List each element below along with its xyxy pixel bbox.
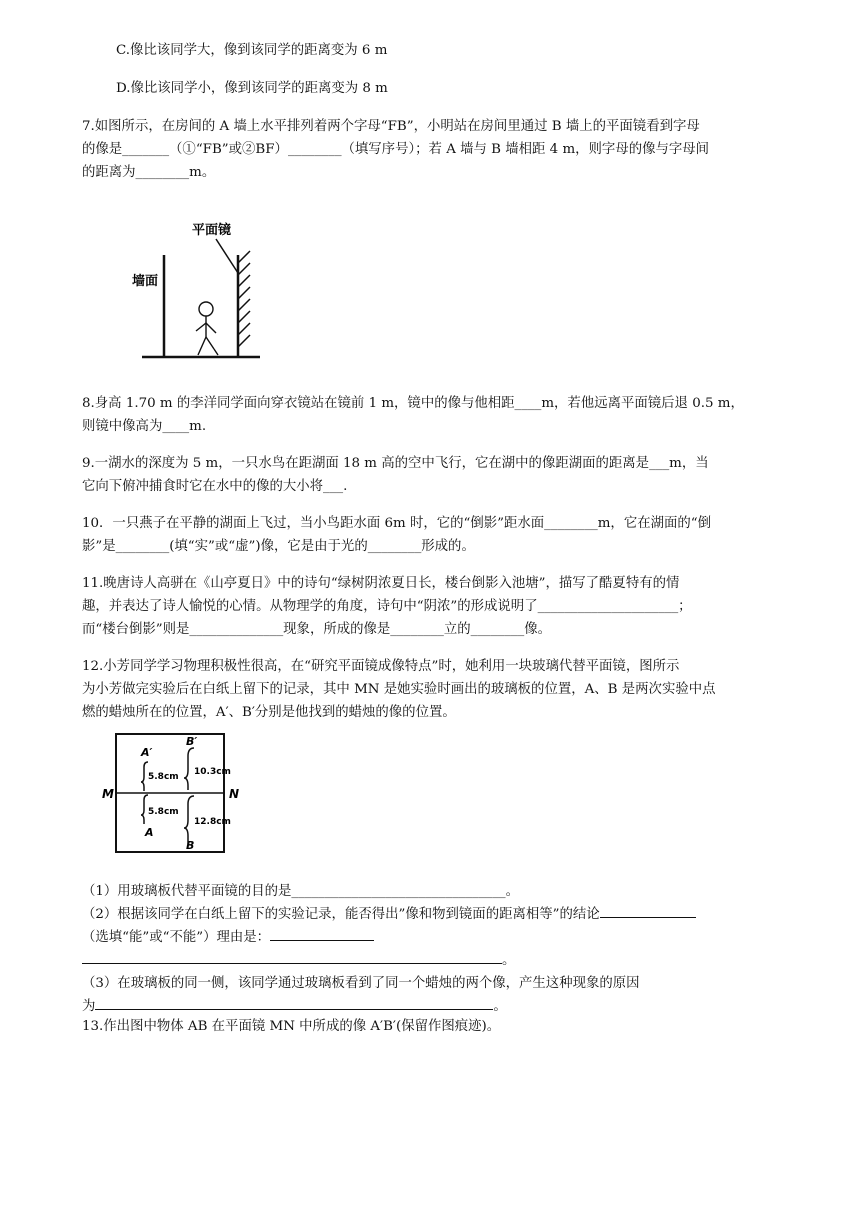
option-d: D.像比该同学小，像到该同学的距离变为 8 m bbox=[116, 81, 388, 96]
question-7-line-1: 7.如图所示，在房间的 A 墙上水平排列着两个字母“FB”，小明站在房间里通过 B 墙上的平面镜看到字母 bbox=[82, 119, 700, 134]
question-10-line-1: 10．一只燕子在平静的湖面上飞过，当小鸟距水面 6m 时，它的“倒影”距水面________m，它在湖面的“倒 bbox=[82, 516, 712, 531]
question-9-line-1: 9.一湖水的深度为 5 m，一只水鸟在距湖面 18 m 高的空中飞行，它在湖中的像距湖面的距离是___m，当 bbox=[82, 456, 709, 471]
question-13: 13.作出图中物体 AB 在平面镜 MN 中所成的像 A′B′(保留作图痕迹)。 bbox=[82, 1019, 501, 1034]
question-12-line-1: 12.小芳同学学习物理积极性很高，在“研究平面镜成像特点”时，她利用一块玻璃代替平面镜，图所示 bbox=[82, 659, 680, 674]
distance-b-prime: 10.3cm bbox=[194, 767, 231, 777]
question-12-line-3: 燃的蜡烛所在的位置，A′、B′分别是他找到的蜡烛的像的位置。 bbox=[82, 705, 456, 720]
question-8-line-2: 则镜中像高为____m. bbox=[82, 419, 207, 434]
question-11-line-3: 而“楼台倒影”则是______________现象，所成的像是________立的________像。 bbox=[82, 622, 551, 637]
mirror-label: 平面镜 bbox=[192, 223, 232, 238]
label-b: B bbox=[186, 839, 195, 852]
distance-b: 12.8cm bbox=[194, 817, 231, 827]
label-b-prime: B′ bbox=[186, 735, 198, 748]
subquestion-3-blank: 为 。 bbox=[82, 999, 507, 1014]
wall-label: 墙面 bbox=[132, 274, 159, 289]
option-c: C.像比该同学大，像到该同学的距离变为 6 m bbox=[116, 43, 388, 58]
subquestion-2-blank: 。 bbox=[82, 952, 515, 970]
question-10-line-2: 影”是________(填“实”或“虚”)像，它是由于光的________形成的。 bbox=[82, 539, 475, 554]
question-8-line-1: 8.身高 1.70 m 的李洋同学面向穿衣镜站在镜前 1 m，镜中的像与他相距____m，若他远离平面镜后退 0.5 m， bbox=[82, 396, 744, 411]
question-11-line-2: 趣，并表达了诗人愉悦的心情。从物理学的角度，诗句中“阴浓”的形成说明了_____________________； bbox=[82, 599, 692, 614]
label-a: A bbox=[145, 826, 154, 839]
subquestion-2-reason: （选填“能”或“不能”）理由是： bbox=[82, 929, 374, 947]
label-a-prime: A′ bbox=[141, 746, 153, 759]
label-m: M bbox=[102, 787, 114, 801]
distance-a-prime: 5.8cm bbox=[148, 772, 179, 782]
question-7-line-2: 的像是_______（①“FB”或②BF）________（填写序号）；若 A 墙与 B 墙相距 4 m，则字母的像与字母间 bbox=[82, 142, 710, 157]
question-12-line-2: 为小芳做完实验后在白纸上留下的记录，其中 MN 是她实验时画出的玻璃板的位置，A、B 是两次实验中点 bbox=[82, 682, 716, 697]
wall-mirror-figure bbox=[120, 215, 280, 365]
subquestion-3: （3）在玻璃板的同一侧，该同学通过玻璃板看到了同一个蜡烛的两个像，产生这种现象的原因 bbox=[82, 976, 640, 991]
label-n: N bbox=[229, 787, 240, 801]
question-7-line-3: 的距离为________m。 bbox=[82, 165, 216, 180]
subquestion-1: （1）用玻璃板代替平面镜的目的是________________________________。 bbox=[82, 884, 520, 899]
person-figure bbox=[196, 302, 218, 355]
question-9-line-2: 它向下俯冲捕食时它在水中的像的大小将___. bbox=[82, 479, 348, 494]
subquestion-2: （2）根据该同学在白纸上留下的实验记录，能否得出”像和物到镜面的距离相等”的结论 bbox=[82, 906, 696, 924]
experiment-record-figure bbox=[98, 728, 248, 858]
distance-a: 5.8cm bbox=[148, 807, 179, 817]
question-11-line-1: 11.晚唐诗人高骈在《山亭夏日》中的诗句“绿树阴浓夏日长，楼台倒影入池塘”，描写了酷夏特有的情 bbox=[82, 576, 680, 591]
